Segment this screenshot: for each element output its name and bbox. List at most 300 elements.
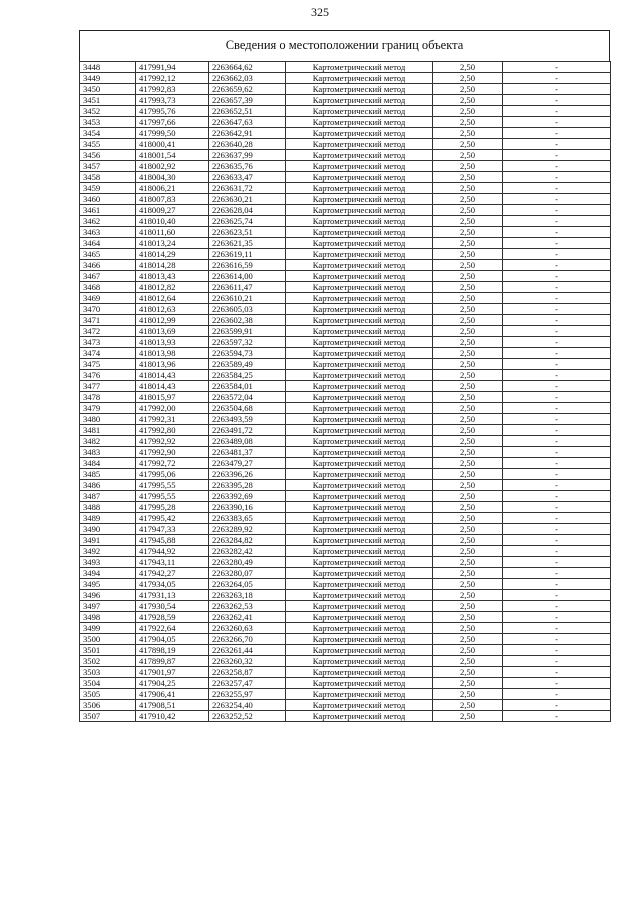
table-row <box>80 73 611 84</box>
cell-method: Картометрический метод <box>286 700 433 711</box>
cell-accuracy: 2,50 <box>433 711 503 722</box>
cell-y-coordinate: 2263594,73 <box>209 348 286 359</box>
cell-x-coordinate: 417992,80 <box>136 425 209 436</box>
table-row <box>80 623 611 634</box>
cell-y-coordinate: 2263642,91 <box>209 128 286 139</box>
cell-accuracy: 2,50 <box>433 458 503 469</box>
cell-method: Картометрический метод <box>286 73 433 84</box>
cell-y-coordinate: 2263479,27 <box>209 458 286 469</box>
cell-method: Картометрический метод <box>286 601 433 612</box>
cell-y-coordinate: 2263255,97 <box>209 689 286 700</box>
table-row <box>80 271 611 282</box>
cell-y-coordinate: 2263657,39 <box>209 95 286 106</box>
cell-point-number: 3492 <box>80 546 136 557</box>
table-row <box>80 700 611 711</box>
cell-point-number: 3452 <box>80 106 136 117</box>
cell-y-coordinate: 2263597,32 <box>209 337 286 348</box>
cell-y-coordinate: 2263611,47 <box>209 282 286 293</box>
cell-y-coordinate: 2263262,41 <box>209 612 286 623</box>
cell-x-coordinate: 417904,05 <box>136 634 209 645</box>
cell-accuracy: 2,50 <box>433 326 503 337</box>
cell-point-number: 3487 <box>80 491 136 502</box>
table-row <box>80 667 611 678</box>
cell-accuracy: 2,50 <box>433 172 503 183</box>
cell-point-number: 3482 <box>80 436 136 447</box>
cell-y-coordinate: 2263489,08 <box>209 436 286 447</box>
cell-note: - <box>503 62 611 73</box>
cell-point-number: 3485 <box>80 469 136 480</box>
table-row <box>80 601 611 612</box>
cell-y-coordinate: 2263390,16 <box>209 502 286 513</box>
cell-y-coordinate: 2263605,03 <box>209 304 286 315</box>
cell-note: - <box>503 557 611 568</box>
cell-note: - <box>503 711 611 722</box>
cell-x-coordinate: 418013,43 <box>136 271 209 282</box>
cell-x-coordinate: 417995,28 <box>136 502 209 513</box>
cell-point-number: 3455 <box>80 139 136 150</box>
cell-method: Картометрический метод <box>286 689 433 700</box>
cell-point-number: 3465 <box>80 249 136 260</box>
cell-y-coordinate: 2263589,49 <box>209 359 286 370</box>
cell-accuracy: 2,50 <box>433 700 503 711</box>
cell-method: Картометрический метод <box>286 480 433 491</box>
cell-accuracy: 2,50 <box>433 601 503 612</box>
cell-note: - <box>503 403 611 414</box>
cell-point-number: 3477 <box>80 381 136 392</box>
cell-point-number: 3468 <box>80 282 136 293</box>
cell-accuracy: 2,50 <box>433 304 503 315</box>
cell-accuracy: 2,50 <box>433 62 503 73</box>
table-row <box>80 205 611 216</box>
cell-x-coordinate: 417991,94 <box>136 62 209 73</box>
cell-point-number: 3460 <box>80 194 136 205</box>
cell-method: Картометрический метод <box>286 590 433 601</box>
cell-accuracy: 2,50 <box>433 337 503 348</box>
cell-accuracy: 2,50 <box>433 590 503 601</box>
cell-y-coordinate: 2263610,21 <box>209 293 286 304</box>
cell-accuracy: 2,50 <box>433 667 503 678</box>
cell-method: Картометрический метод <box>286 249 433 260</box>
cell-method: Картометрический метод <box>286 645 433 656</box>
cell-note: - <box>503 271 611 282</box>
cell-accuracy: 2,50 <box>433 194 503 205</box>
cell-point-number: 3498 <box>80 612 136 623</box>
cell-y-coordinate: 2263493,59 <box>209 414 286 425</box>
cell-point-number: 3489 <box>80 513 136 524</box>
cell-method: Картометрический метод <box>286 711 433 722</box>
cell-x-coordinate: 417992,92 <box>136 436 209 447</box>
cell-y-coordinate: 2263619,11 <box>209 249 286 260</box>
cell-x-coordinate: 417943,11 <box>136 557 209 568</box>
table-row <box>80 348 611 359</box>
cell-note: - <box>503 117 611 128</box>
cell-method: Картометрический метод <box>286 359 433 370</box>
cell-accuracy: 2,50 <box>433 546 503 557</box>
cell-accuracy: 2,50 <box>433 403 503 414</box>
cell-note: - <box>503 612 611 623</box>
cell-accuracy: 2,50 <box>433 513 503 524</box>
cell-x-coordinate: 418002,92 <box>136 161 209 172</box>
cell-point-number: 3469 <box>80 293 136 304</box>
cell-y-coordinate: 2263584,01 <box>209 381 286 392</box>
cell-point-number: 3472 <box>80 326 136 337</box>
cell-point-number: 3494 <box>80 568 136 579</box>
cell-method: Картометрический метод <box>286 403 433 414</box>
cell-method: Картометрический метод <box>286 634 433 645</box>
cell-y-coordinate: 2263282,42 <box>209 546 286 557</box>
cell-note: - <box>503 304 611 315</box>
cell-note: - <box>503 84 611 95</box>
cell-note: - <box>503 590 611 601</box>
cell-accuracy: 2,50 <box>433 150 503 161</box>
cell-method: Картометрический метод <box>286 260 433 271</box>
cell-x-coordinate: 418014,43 <box>136 370 209 381</box>
table-row <box>80 172 611 183</box>
cell-accuracy: 2,50 <box>433 623 503 634</box>
cell-y-coordinate: 2263647,63 <box>209 117 286 128</box>
table-row <box>80 711 611 722</box>
cell-x-coordinate: 418004,30 <box>136 172 209 183</box>
cell-accuracy: 2,50 <box>433 612 503 623</box>
cell-accuracy: 2,50 <box>433 359 503 370</box>
cell-x-coordinate: 417993,73 <box>136 95 209 106</box>
cell-note: - <box>503 425 611 436</box>
cell-note: - <box>503 634 611 645</box>
cell-x-coordinate: 418000,41 <box>136 139 209 150</box>
cell-point-number: 3506 <box>80 700 136 711</box>
cell-method: Картометрический метод <box>286 337 433 348</box>
cell-point-number: 3476 <box>80 370 136 381</box>
cell-x-coordinate: 418012,64 <box>136 293 209 304</box>
cell-method: Картометрический метод <box>286 513 433 524</box>
cell-accuracy: 2,50 <box>433 414 503 425</box>
table-row <box>80 117 611 128</box>
cell-y-coordinate: 2263289,92 <box>209 524 286 535</box>
cell-x-coordinate: 417992,72 <box>136 458 209 469</box>
cell-note: - <box>503 348 611 359</box>
cell-point-number: 3499 <box>80 623 136 634</box>
table-row <box>80 359 611 370</box>
cell-note: - <box>503 370 611 381</box>
cell-accuracy: 2,50 <box>433 227 503 238</box>
cell-x-coordinate: 417928,59 <box>136 612 209 623</box>
cell-note: - <box>503 502 611 513</box>
cell-note: - <box>503 447 611 458</box>
table-row <box>80 392 611 403</box>
cell-accuracy: 2,50 <box>433 656 503 667</box>
table-row <box>80 425 611 436</box>
cell-method: Картометрический метод <box>286 150 433 161</box>
cell-y-coordinate: 2263633,47 <box>209 172 286 183</box>
cell-method: Картометрический метод <box>286 128 433 139</box>
cell-method: Картометрический метод <box>286 491 433 502</box>
table-row <box>80 458 611 469</box>
cell-point-number: 3504 <box>80 678 136 689</box>
cell-y-coordinate: 2263662,03 <box>209 73 286 84</box>
cell-x-coordinate: 417995,55 <box>136 480 209 491</box>
cell-note: - <box>503 458 611 469</box>
cell-note: - <box>503 381 611 392</box>
cell-y-coordinate: 2263257,47 <box>209 678 286 689</box>
cell-point-number: 3478 <box>80 392 136 403</box>
cell-x-coordinate: 417995,55 <box>136 491 209 502</box>
cell-method: Картометрический метод <box>286 546 433 557</box>
cell-x-coordinate: 418014,43 <box>136 381 209 392</box>
cell-accuracy: 2,50 <box>433 293 503 304</box>
cell-x-coordinate: 417995,06 <box>136 469 209 480</box>
cell-method: Картометрический метод <box>286 271 433 282</box>
cell-method: Картометрический метод <box>286 568 433 579</box>
cell-method: Картометрический метод <box>286 667 433 678</box>
cell-method: Картометрический метод <box>286 425 433 436</box>
cell-note: - <box>503 491 611 502</box>
cell-accuracy: 2,50 <box>433 491 503 502</box>
table-row <box>80 535 611 546</box>
table-row <box>80 106 611 117</box>
cell-method: Картометрический метод <box>286 612 433 623</box>
cell-point-number: 3491 <box>80 535 136 546</box>
cell-x-coordinate: 417930,54 <box>136 601 209 612</box>
cell-note: - <box>503 73 611 84</box>
table-row <box>80 95 611 106</box>
cell-method: Картометрический метод <box>286 293 433 304</box>
table-row <box>80 282 611 293</box>
cell-y-coordinate: 2263284,82 <box>209 535 286 546</box>
cell-accuracy: 2,50 <box>433 271 503 282</box>
cell-accuracy: 2,50 <box>433 216 503 227</box>
cell-note: - <box>503 227 611 238</box>
table-row <box>80 84 611 95</box>
cell-y-coordinate: 2263383,65 <box>209 513 286 524</box>
cell-accuracy: 2,50 <box>433 128 503 139</box>
cell-x-coordinate: 418006,21 <box>136 183 209 194</box>
cell-y-coordinate: 2263260,32 <box>209 656 286 667</box>
cell-y-coordinate: 2263258,87 <box>209 667 286 678</box>
cell-y-coordinate: 2263260,63 <box>209 623 286 634</box>
cell-point-number: 3464 <box>80 238 136 249</box>
cell-accuracy: 2,50 <box>433 381 503 392</box>
table-row <box>80 590 611 601</box>
cell-x-coordinate: 418011,60 <box>136 227 209 238</box>
table-row <box>80 634 611 645</box>
cell-x-coordinate: 417899,87 <box>136 656 209 667</box>
cell-method: Картометрический метод <box>286 227 433 238</box>
cell-note: - <box>503 95 611 106</box>
cell-accuracy: 2,50 <box>433 535 503 546</box>
cell-method: Картометрический метод <box>286 139 433 150</box>
cell-y-coordinate: 2263280,49 <box>209 557 286 568</box>
cell-accuracy: 2,50 <box>433 392 503 403</box>
cell-x-coordinate: 418013,93 <box>136 337 209 348</box>
cell-accuracy: 2,50 <box>433 84 503 95</box>
table-row <box>80 260 611 271</box>
cell-note: - <box>503 524 611 535</box>
cell-method: Картометрический метод <box>286 216 433 227</box>
cell-y-coordinate: 2263652,51 <box>209 106 286 117</box>
table-row <box>80 436 611 447</box>
cell-note: - <box>503 172 611 183</box>
cell-x-coordinate: 417945,88 <box>136 535 209 546</box>
cell-method: Картометрический метод <box>286 502 433 513</box>
cell-x-coordinate: 417910,42 <box>136 711 209 722</box>
cell-point-number: 3475 <box>80 359 136 370</box>
cell-point-number: 3484 <box>80 458 136 469</box>
cell-x-coordinate: 417898,19 <box>136 645 209 656</box>
cell-note: - <box>503 150 611 161</box>
cell-point-number: 3481 <box>80 425 136 436</box>
cell-y-coordinate: 2263602,38 <box>209 315 286 326</box>
cell-accuracy: 2,50 <box>433 480 503 491</box>
cell-point-number: 3456 <box>80 150 136 161</box>
cell-method: Картометрический метод <box>286 469 433 480</box>
cell-point-number: 3486 <box>80 480 136 491</box>
cell-y-coordinate: 2263616,59 <box>209 260 286 271</box>
cell-method: Картометрический метод <box>286 326 433 337</box>
cell-y-coordinate: 2263254,40 <box>209 700 286 711</box>
cell-note: - <box>503 293 611 304</box>
cell-note: - <box>503 469 611 480</box>
cell-y-coordinate: 2263261,44 <box>209 645 286 656</box>
cell-point-number: 3493 <box>80 557 136 568</box>
cell-y-coordinate: 2263263,18 <box>209 590 286 601</box>
cell-y-coordinate: 2263491,72 <box>209 425 286 436</box>
cell-x-coordinate: 417901,97 <box>136 667 209 678</box>
cell-note: - <box>503 623 611 634</box>
cell-method: Картометрический метод <box>286 370 433 381</box>
cell-x-coordinate: 417906,41 <box>136 689 209 700</box>
cell-method: Картометрический метод <box>286 172 433 183</box>
cell-note: - <box>503 513 611 524</box>
table-row <box>80 304 611 315</box>
cell-note: - <box>503 480 611 491</box>
cell-accuracy: 2,50 <box>433 645 503 656</box>
cell-y-coordinate: 2263664,62 <box>209 62 286 73</box>
cell-point-number: 3479 <box>80 403 136 414</box>
cell-y-coordinate: 2263628,04 <box>209 205 286 216</box>
cell-accuracy: 2,50 <box>433 282 503 293</box>
table-row <box>80 194 611 205</box>
cell-method: Картометрический метод <box>286 315 433 326</box>
table-row <box>80 381 611 392</box>
table-row <box>80 370 611 381</box>
cell-accuracy: 2,50 <box>433 568 503 579</box>
table-row <box>80 568 611 579</box>
cell-accuracy: 2,50 <box>433 95 503 106</box>
cell-y-coordinate: 2263631,72 <box>209 183 286 194</box>
cell-accuracy: 2,50 <box>433 634 503 645</box>
cell-point-number: 3505 <box>80 689 136 700</box>
cell-point-number: 3453 <box>80 117 136 128</box>
cell-point-number: 3448 <box>80 62 136 73</box>
cell-point-number: 3471 <box>80 315 136 326</box>
cell-method: Картометрический метод <box>286 62 433 73</box>
cell-method: Картометрический метод <box>286 95 433 106</box>
table-row <box>80 645 611 656</box>
cell-point-number: 3459 <box>80 183 136 194</box>
cell-note: - <box>503 337 611 348</box>
table-row <box>80 62 611 73</box>
page-number: 325 <box>311 5 329 19</box>
cell-x-coordinate: 417931,13 <box>136 590 209 601</box>
cell-method: Картометрический метод <box>286 183 433 194</box>
cell-y-coordinate: 2263625,74 <box>209 216 286 227</box>
boundary-coordinates-table <box>79 61 611 722</box>
cell-x-coordinate: 417922,64 <box>136 623 209 634</box>
cell-accuracy: 2,50 <box>433 370 503 381</box>
cell-accuracy: 2,50 <box>433 260 503 271</box>
cell-note: - <box>503 183 611 194</box>
cell-note: - <box>503 106 611 117</box>
table-row <box>80 326 611 337</box>
cell-point-number: 3450 <box>80 84 136 95</box>
table-row <box>80 524 611 535</box>
cell-point-number: 3449 <box>80 73 136 84</box>
cell-y-coordinate: 2263252,52 <box>209 711 286 722</box>
cell-point-number: 3457 <box>80 161 136 172</box>
cell-method: Картометрический метод <box>286 579 433 590</box>
table-row <box>80 557 611 568</box>
cell-note: - <box>503 315 611 326</box>
cell-y-coordinate: 2263623,51 <box>209 227 286 238</box>
cell-x-coordinate: 418013,96 <box>136 359 209 370</box>
table-row <box>80 238 611 249</box>
cell-point-number: 3488 <box>80 502 136 513</box>
table-row <box>80 469 611 480</box>
cell-point-number: 3507 <box>80 711 136 722</box>
cell-note: - <box>503 359 611 370</box>
cell-note: - <box>503 161 611 172</box>
cell-note: - <box>503 238 611 249</box>
cell-x-coordinate: 418012,63 <box>136 304 209 315</box>
cell-x-coordinate: 418014,29 <box>136 249 209 260</box>
cell-accuracy: 2,50 <box>433 469 503 480</box>
cell-accuracy: 2,50 <box>433 502 503 513</box>
table-row <box>80 502 611 513</box>
cell-method: Картометрический метод <box>286 205 433 216</box>
cell-method: Картометрический метод <box>286 161 433 172</box>
cell-x-coordinate: 418013,24 <box>136 238 209 249</box>
cell-note: - <box>503 546 611 557</box>
cell-method: Картометрический метод <box>286 84 433 95</box>
cell-note: - <box>503 414 611 425</box>
cell-x-coordinate: 417995,42 <box>136 513 209 524</box>
cell-note: - <box>503 656 611 667</box>
cell-note: - <box>503 579 611 590</box>
cell-method: Картометрический метод <box>286 194 433 205</box>
cell-method: Картометрический метод <box>286 348 433 359</box>
cell-point-number: 3470 <box>80 304 136 315</box>
table-row <box>80 293 611 304</box>
cell-method: Картометрический метод <box>286 535 433 546</box>
table-row <box>80 315 611 326</box>
cell-note: - <box>503 205 611 216</box>
cell-method: Картометрический метод <box>286 436 433 447</box>
cell-y-coordinate: 2263621,35 <box>209 238 286 249</box>
table-row <box>80 139 611 150</box>
table-row <box>80 161 611 172</box>
table-row <box>80 491 611 502</box>
cell-method: Картометрический метод <box>286 117 433 128</box>
cell-y-coordinate: 2263637,99 <box>209 150 286 161</box>
cell-accuracy: 2,50 <box>433 524 503 535</box>
table-row <box>80 579 611 590</box>
cell-method: Картометрический метод <box>286 381 433 392</box>
cell-note: - <box>503 645 611 656</box>
cell-accuracy: 2,50 <box>433 249 503 260</box>
cell-accuracy: 2,50 <box>433 315 503 326</box>
cell-y-coordinate: 2263630,21 <box>209 194 286 205</box>
cell-note: - <box>503 667 611 678</box>
